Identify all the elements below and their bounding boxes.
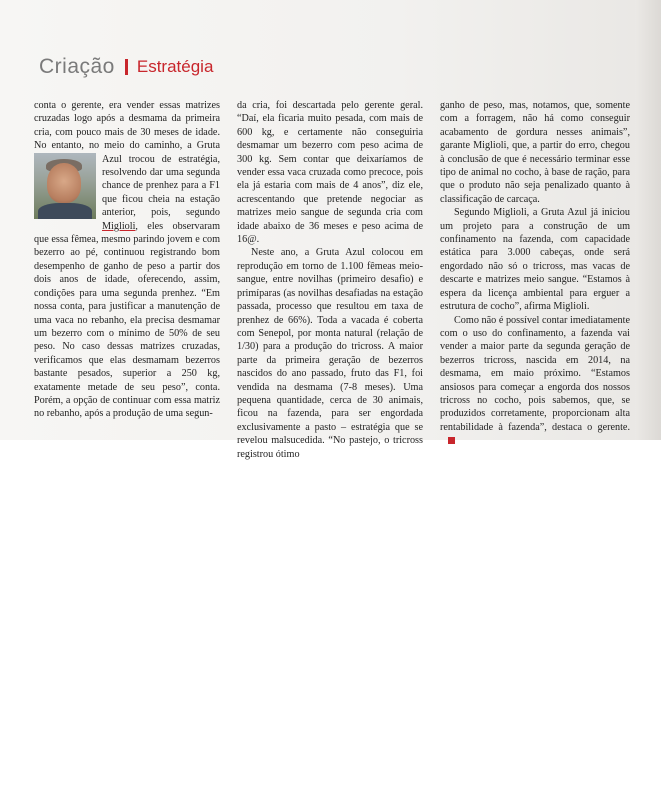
text-run: Como não é possível contar imediatamente com o uso do confinamento, a fazenda vai vender a maior parte da segunda geração de bezerros tricross, nascida em 2014, na desmama, em maio próximo. “Estamos ansiosos para começar a engorda dos nossos tricross no cocho, pois sabemos, que, se produzidos corretamente, proporcionam alta rentabilidade à fazenda”, destaca o gerente. — [440, 314, 630, 433]
section-header — [39, 54, 213, 80]
paragraph: Segundo Miglioli, a Gruta Azul já iniciou um projeto para a construção de um confinamento na fazenda, com capacidade estática para 3.000 cabeças, onde será engordado não só o tricross, mas vacas de descarte e matrizes meio sangue. “Estamos à espera da licença ambiental para erguer a estrutura de cocho”, afirma Miglioli. — [440, 207, 630, 313]
subsection-title: Estratégia — [136, 57, 214, 76]
article-column-1 — [34, 99, 220, 421]
photo-shirt — [38, 203, 92, 219]
paragraph — [440, 314, 630, 448]
text-run: conta o gerente, era vender essas matrizes cruzadas logo após a desmama da primeira cria, com pouco mais de 30 meses de idade. No entanto, no meio do caminho, a Gruta Azul trocou de estratégia, — [34, 100, 220, 165]
page-spine-shadow — [635, 0, 661, 440]
text-run: , eles observaram que essa fêmea, mesmo parindo jovem e com bezerro ao pé, continuou registrando bom desempenho de ganho de peso a partir dos dois anos de idade, oferecendo, assim, condições para uma segunda prenhez. “Em nossa conta, para justificar a manutenção de uma vaca no rebanho, ela precisa desmamar um bezerro com o mínimo de 50% de seu peso. No caso dessas matrizes cruzadas, verificamos que elas desmamam bezerros bastante pesados, superior a 250 kg, exatamente metade de seu peso”, conta. Porém, a opção de continuar com essa matriz no rebanho, após a produção de uma segun- — [34, 220, 220, 420]
paragraph — [34, 99, 220, 421]
photo-face — [47, 163, 81, 203]
header-divider — [125, 59, 128, 75]
article-column-2 — [237, 99, 423, 461]
person-photo — [34, 153, 96, 219]
paragraph: ganho de peso, mas, notamos, que, somente com a forragem, não há como conseguir acabamento de gordura nesses animais”, garante Miglioli, que, a partir do erro, chegou à conclusão de que é necessário terminar esse tipo de animal no cocho, à base de ração, para que o produto não seja penalizado quanto à classificação de carcaça. — [440, 100, 630, 205]
section-title: Criação — [39, 55, 115, 78]
paragraph: da cria, foi descartada pelo gerente geral. “Daí, ela ficaria muito pesada, com mais de 600 kg, e certamente não conseguiria desmamar um bezerro com peso acima de 300 kg. Sem contar que deixaríamos de vender essa vaca cruzada como precoce, pois ela já estaria com mais de 4 anos”, diz ele, acrescentando que pretende negociar as matrizes meio sangue de segunda cria com idade abaixo de 36 meses e peso acima de 16@. — [237, 100, 423, 246]
article-end-mark — [448, 437, 455, 444]
person-name: Miglioli — [102, 220, 136, 232]
paragraph: Neste ano, a Gruta Azul colocou em reprodução em torno de 1.100 fêmeas meio-sangue, entre novilhas (primeiro desafio) e primíparas (as novilhas desafiadas na estação passada, processo que resultou em taxa de prenhez de 66%). Toda a vacada é coberta com Senepol, por monta natural (relação de 1/30) para a produção do tricross. A maior parte da primeira geração de bezerros nascidos do ano passado, fruto das F1, foi vendida na desmama (7-8 meses). Uma pequena quantidade, cerca de 30 animais, ficou na fazenda, para ser engordada exclusivamente a pasto – estratégia que se revelou malsucedida. “No pastejo, o tricross registrou ótimo — [237, 247, 423, 460]
text-run: resolvendo dar uma segunda chance de prenhez para a F1 que ficou cheia na estação anterior, pois, segundo — [102, 167, 220, 219]
article-column-3 — [440, 99, 630, 448]
